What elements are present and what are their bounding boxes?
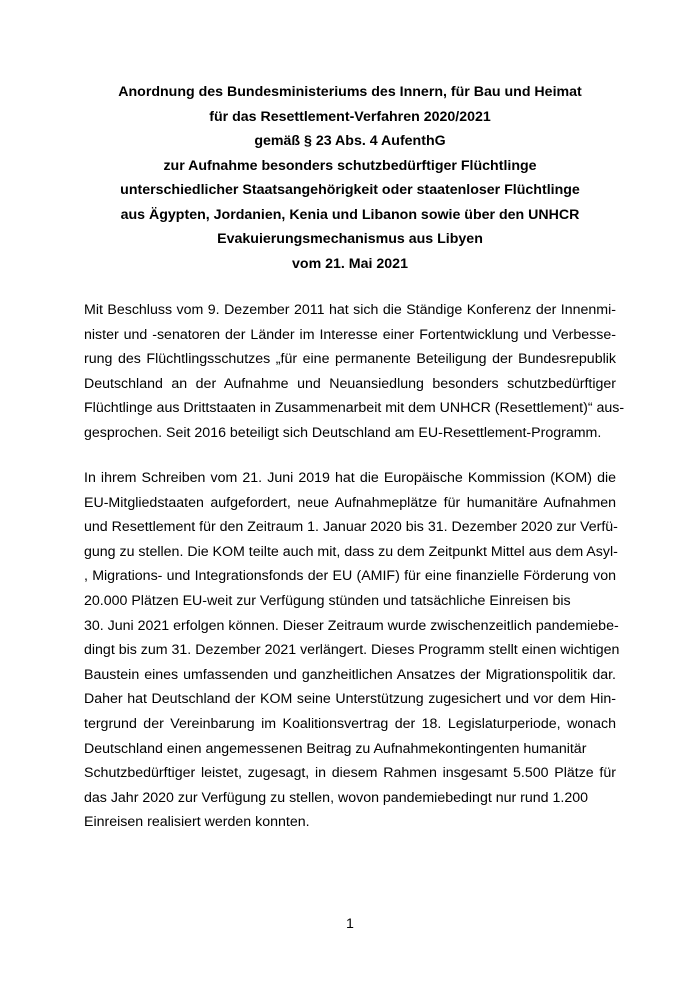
- paragraph-line: und Resettlement für den Zeitraum 1. Januar 2020 bis 31. Dezember 2020 zur Verfü-: [84, 519, 618, 536]
- title-line: Anordnung des Bundesministeriums des Innern, für Bau und Heimat: [118, 84, 582, 100]
- title-line-date: vom 21. Mai 2021: [292, 255, 408, 272]
- title-line: aus Ägypten, Jordanien, Kenia und Libanon sowie über den UNHCR: [120, 206, 580, 223]
- document-title: [60, 80, 640, 276]
- title-line: zur Aufnahme besonders schutzbedürftiger Flüchtlinge: [163, 157, 537, 174]
- paragraph-line: Schutzbedürftiger leistet, zugesagt, in diesem Rahmen insgesamt 5.500 Plätze für: [84, 765, 616, 782]
- paragraph-line: gesprochen. Seit 2016 beteiligt sich Deutschland am EU-Resettlement-Programm.: [84, 424, 602, 441]
- page-number: 1: [346, 916, 354, 932]
- title-line: Evakuierungsmechanismus aus Libyen: [217, 231, 483, 247]
- paragraph-line: In ihrem Schreiben vom 21. Juni 2019 hat die Europäische Kommission (KOM) die: [84, 470, 616, 486]
- paragraph-line: Flüchtlinge aus Drittstaaten in Zusammenarbeit mit dem UNHCR (Resettlement)“ aus-: [84, 400, 625, 417]
- paragraph-line: 20.000 Plätzen EU-weit zur Verfügung stünden und tatsächliche Einreisen bis: [84, 592, 571, 609]
- paragraph-line: Baustein eines umfassenden und ganzheitlichen Ansatzes der Migrationspolitik dar.: [84, 666, 616, 683]
- paragraph-line: nister und -senatoren der Länder im Interesse einer Fortentwicklung und Verbesse-: [84, 326, 616, 343]
- paragraph-line: , Migrations- und Integrationsfonds der EU (AMIF) für eine finanzielle Förderung von: [84, 568, 616, 585]
- paragraph-line: 30. Juni 2021 erfolgen können. Dieser Zeitraum wurde zwischenzeitlich pandemiebe-: [84, 617, 619, 634]
- paragraph-2: [84, 466, 620, 835]
- title-line: für das Resettlement-Verfahren 2020/2021: [209, 108, 491, 125]
- paragraph-line: das Jahr 2020 zur Verfügung zu stellen, wovon pandemiebedingt nur rund 1.200: [84, 789, 589, 806]
- paragraph-line: Daher hat Deutschland der KOM seine Unterstützung zugesichert und vor dem Hin-: [84, 691, 616, 708]
- paragraph-line: Deutschland an der Aufnahme und Neuansiedlung besonders schutzbedürftiger: [84, 375, 616, 392]
- paragraph-line: Einreisen realisiert werden konnten.: [84, 814, 310, 831]
- paragraph-line: gung zu stellen. Die KOM teilte auch mit, dass zu dem Zeitpunkt Mittel aus dem Asyl-: [84, 543, 618, 560]
- title-line: gemäß § 23 Abs. 4 AufenthG: [254, 133, 446, 149]
- title-line: unterschiedlicher Staatsangehörigkeit oder staatenloser Flüchtlinge: [120, 182, 580, 198]
- paragraph-line: Deutschland einen angemessenen Beitrag zu Aufnahmekontingenten humanitär: [84, 740, 587, 757]
- paragraph-line: Mit Beschluss vom 9. Dezember 2011 hat sich die Ständige Konferenz der Innenmi-: [84, 302, 616, 318]
- paragraph-line: tergrund der Vereinbarung im Koalitionsvertrag der 18. Legislaturperiode, wonach: [84, 715, 616, 732]
- paragraph-line: dingt bis zum 31. Dezember 2021 verlängert. Dieses Programm stellt einen wichtigen: [84, 642, 620, 659]
- paragraph-line: EU-Mitgliedstaaten aufgefordert, neue Aufnahmeplätze für humanitäre Aufnahmen: [84, 494, 616, 511]
- paragraph-1: [84, 298, 625, 446]
- paragraph-line: rung des Flüchtlingsschutzes „für eine permanente Beteiligung der Bundesrepublik: [84, 351, 616, 368]
